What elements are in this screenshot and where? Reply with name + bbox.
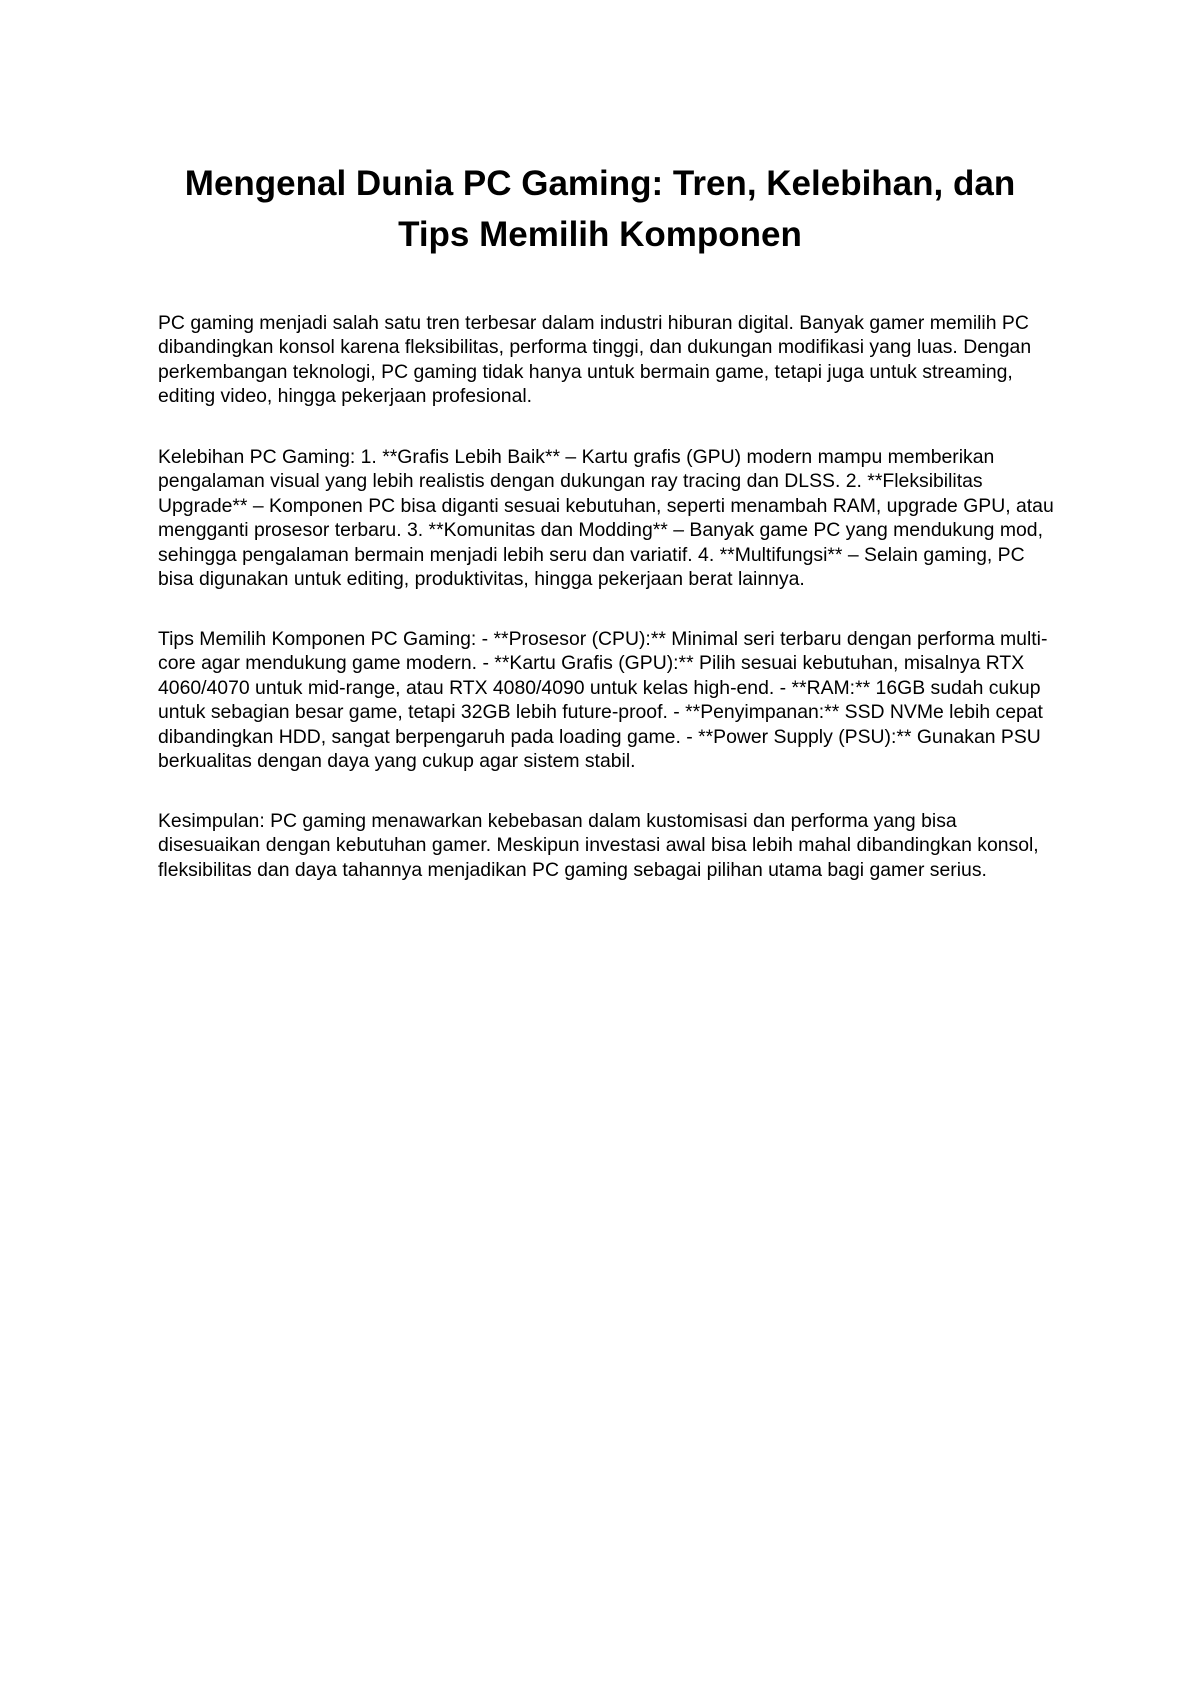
- paragraph-advantages: Kelebihan PC Gaming: 1. **Grafis Lebih Baik** – Kartu grafis (GPU) modern mampu memberikan pengalaman visual yang lebih realistis dengan dukungan ray tracing dan DLSS. 2. **Fleksibilitas Upgrade** – Komponen PC bisa diganti sesuai kebutuhan, seperti menambah RAM, upgrade GPU, atau mengganti prosesor terbaru. 3. **Komunitas dan Modding** – Banyak game PC yang mendukung mod, sehingga pengalaman bermain menjadi lebih seru dan variatif. 4. **Multifungsi** – Selain gaming, PC bisa digunakan untuk editing, produktivitas, hingga pekerjaan berat lainnya.: [158, 446, 1054, 591]
- paragraph-component-tips: Tips Memilih Komponen PC Gaming: - **Prosesor (CPU):** Minimal seri terbaru dengan performa multi-core agar mendukung game modern. - **Kartu Grafis (GPU):** Pilih sesuai kebutuhan, misalnya RTX 4060/4070 untuk mid-range, atau RTX 4080/4090 untuk kelas high-end. - **RAM:** 16GB sudah cukup untuk sebagian besar game, tetapi 32GB lebih future-proof. - **Penyimpanan:** SSD NVMe lebih cepat dibandingkan HDD, sangat berpengaruh pada loading game. - **Power Supply (PSU):** Gunakan PSU berkualitas dengan daya yang cukup agar sistem stabil.: [158, 628, 1048, 773]
- paragraph-introduction: PC gaming menjadi salah satu tren terbesar dalam industri hiburan digital. Banyak gamer memilih PC dibandingkan konsol karena fleksibilitas, performa tinggi, dan dukungan modifikasi yang luas. Dengan perkembangan teknologi, PC gaming tidak hanya untuk bermain game, tetapi juga untuk streaming, editing video, hingga pekerjaan profesional.: [158, 312, 1032, 408]
- document-title: Mengenal Dunia PC Gaming: Tren, Kelebihan, dan Tips Memilih Komponen: [184, 164, 1016, 254]
- paragraph-conclusion: Kesimpulan: PC gaming menawarkan kebebasan dalam kustomisasi dan performa yang bisa disesuaikan dengan kebutuhan gamer. Meskipun investasi awal bisa lebih mahal dibandingkan konsol, fleksibilitas dan daya tahannya menjadikan PC gaming sebagai pilihan utama bagi gamer serius.: [158, 810, 1039, 881]
